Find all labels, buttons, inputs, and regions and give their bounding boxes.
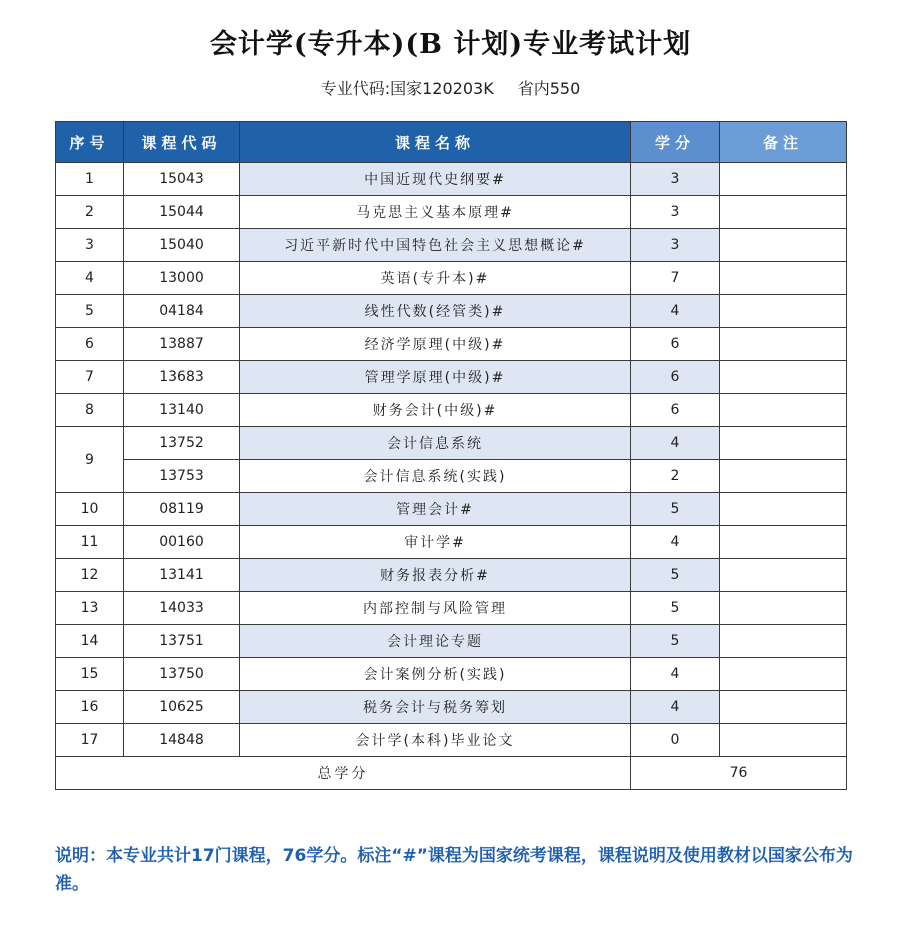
cell-code: 14848 — [124, 724, 240, 757]
cell-seq: 6 — [56, 328, 124, 361]
cell-note — [720, 229, 847, 262]
cell-credit: 5 — [631, 592, 720, 625]
cell-code: 13750 — [124, 658, 240, 691]
cell-course-name: 习近平新时代中国特色社会主义思想概论# — [240, 229, 631, 262]
cell-note — [720, 328, 847, 361]
table-row — [56, 262, 847, 295]
cell-course-name: 内部控制与风险管理 — [240, 592, 631, 625]
table-row — [56, 328, 847, 361]
header-seq: 序号 — [56, 122, 124, 163]
total-credits: 76 — [631, 757, 847, 790]
cell-code: 15044 — [124, 196, 240, 229]
cell-note — [720, 526, 847, 559]
table-row — [56, 427, 847, 460]
cell-note — [720, 163, 847, 196]
table-row — [56, 658, 847, 691]
table-row — [56, 460, 847, 493]
table-row — [56, 625, 847, 658]
cell-course-name: 会计案例分析(实践) — [240, 658, 631, 691]
cell-code: 13753 — [124, 460, 240, 493]
cell-code: 13887 — [124, 328, 240, 361]
table-row — [56, 361, 847, 394]
cell-credit: 0 — [631, 724, 720, 757]
cell-code: 10625 — [124, 691, 240, 724]
cell-seq: 7 — [56, 361, 124, 394]
cell-seq: 14 — [56, 625, 124, 658]
cell-credit: 4 — [631, 526, 720, 559]
cell-seq: 13 — [56, 592, 124, 625]
cell-note — [720, 295, 847, 328]
province-code: 省内550 — [517, 79, 581, 98]
cell-code: 13683 — [124, 361, 240, 394]
cell-credit: 4 — [631, 658, 720, 691]
cell-credit: 2 — [631, 460, 720, 493]
cell-note — [720, 592, 847, 625]
cell-note — [720, 559, 847, 592]
cell-code: 13140 — [124, 394, 240, 427]
table-row — [56, 229, 847, 262]
table-row — [56, 559, 847, 592]
major-code-line — [0, 76, 901, 99]
cell-credit: 5 — [631, 493, 720, 526]
cell-course-name: 英语(专升本)# — [240, 262, 631, 295]
cell-note — [720, 196, 847, 229]
cell-credit: 4 — [631, 427, 720, 460]
header-code: 课程代码 — [124, 122, 240, 163]
cell-note — [720, 658, 847, 691]
cell-credit: 4 — [631, 295, 720, 328]
cell-seq: 10 — [56, 493, 124, 526]
header-name: 课程名称 — [240, 122, 631, 163]
table-header-row — [56, 122, 847, 163]
cell-course-name: 管理学原理(中级)# — [240, 361, 631, 394]
cell-course-name: 中国近现代史纲要# — [240, 163, 631, 196]
cell-seq: 15 — [56, 658, 124, 691]
cell-code: 00160 — [124, 526, 240, 559]
cell-credit: 3 — [631, 163, 720, 196]
cell-seq: 16 — [56, 691, 124, 724]
cell-credit: 6 — [631, 328, 720, 361]
cell-course-name: 会计信息系统 — [240, 427, 631, 460]
cell-note — [720, 361, 847, 394]
header-credit: 学分 — [631, 122, 720, 163]
cell-code: 13000 — [124, 262, 240, 295]
table-row — [56, 493, 847, 526]
cell-credit: 3 — [631, 229, 720, 262]
cell-code: 15043 — [124, 163, 240, 196]
cell-course-name: 经济学原理(中级)# — [240, 328, 631, 361]
total-row — [56, 757, 847, 790]
cell-course-name: 税务会计与税务筹划 — [240, 691, 631, 724]
major-code: 专业代码:国家120203K — [320, 79, 494, 98]
table-row — [56, 724, 847, 757]
cell-note — [720, 691, 847, 724]
cell-course-name: 管理会计# — [240, 493, 631, 526]
cell-course-name: 会计学(本科)毕业论文 — [240, 724, 631, 757]
header-note: 备注 — [720, 122, 847, 163]
table-row — [56, 196, 847, 229]
table-row — [56, 163, 847, 196]
table-row — [56, 526, 847, 559]
cell-credit: 6 — [631, 361, 720, 394]
page-title: 会计学(专升本)(B 计划)专业考试计划 — [209, 29, 692, 60]
cell-credit: 7 — [631, 262, 720, 295]
cell-code: 08119 — [124, 493, 240, 526]
cell-course-name: 马克思主义基本原理# — [240, 196, 631, 229]
cell-seq: 12 — [56, 559, 124, 592]
cell-note — [720, 625, 847, 658]
cell-course-name: 会计理论专题 — [240, 625, 631, 658]
cell-course-name: 线性代数(经管类)# — [240, 295, 631, 328]
cell-seq: 5 — [56, 295, 124, 328]
cell-course-name: 财务会计(中级)# — [240, 394, 631, 427]
cell-credit: 5 — [631, 625, 720, 658]
cell-code: 15040 — [124, 229, 240, 262]
cell-seq: 1 — [56, 163, 124, 196]
table-row — [56, 295, 847, 328]
explanation-note: 说明：本专业共计17门课程，76学分。标注“#”课程为国家统考课程，课程说明及使用教材以国家公布为准。 — [55, 846, 853, 894]
cell-note — [720, 460, 847, 493]
table-row — [56, 691, 847, 724]
cell-code: 14033 — [124, 592, 240, 625]
cell-seq: 4 — [56, 262, 124, 295]
cell-credit: 5 — [631, 559, 720, 592]
cell-note — [720, 724, 847, 757]
cell-note — [720, 262, 847, 295]
table-row — [56, 394, 847, 427]
cell-seq: 9 — [56, 427, 124, 493]
cell-note — [720, 427, 847, 460]
exam-plan-table — [55, 121, 847, 790]
cell-code: 13752 — [124, 427, 240, 460]
total-label: 总学分 — [56, 757, 631, 790]
cell-course-name: 财务报表分析# — [240, 559, 631, 592]
cell-code: 13751 — [124, 625, 240, 658]
cell-note — [720, 394, 847, 427]
cell-credit: 4 — [631, 691, 720, 724]
table-row — [56, 592, 847, 625]
cell-code: 04184 — [124, 295, 240, 328]
cell-seq: 17 — [56, 724, 124, 757]
cell-credit: 6 — [631, 394, 720, 427]
cell-seq: 3 — [56, 229, 124, 262]
cell-course-name: 会计信息系统(实践) — [240, 460, 631, 493]
cell-course-name: 审计学# — [240, 526, 631, 559]
cell-code: 13141 — [124, 559, 240, 592]
cell-seq: 11 — [56, 526, 124, 559]
cell-note — [720, 493, 847, 526]
cell-seq: 2 — [56, 196, 124, 229]
cell-credit: 3 — [631, 196, 720, 229]
cell-seq: 8 — [56, 394, 124, 427]
